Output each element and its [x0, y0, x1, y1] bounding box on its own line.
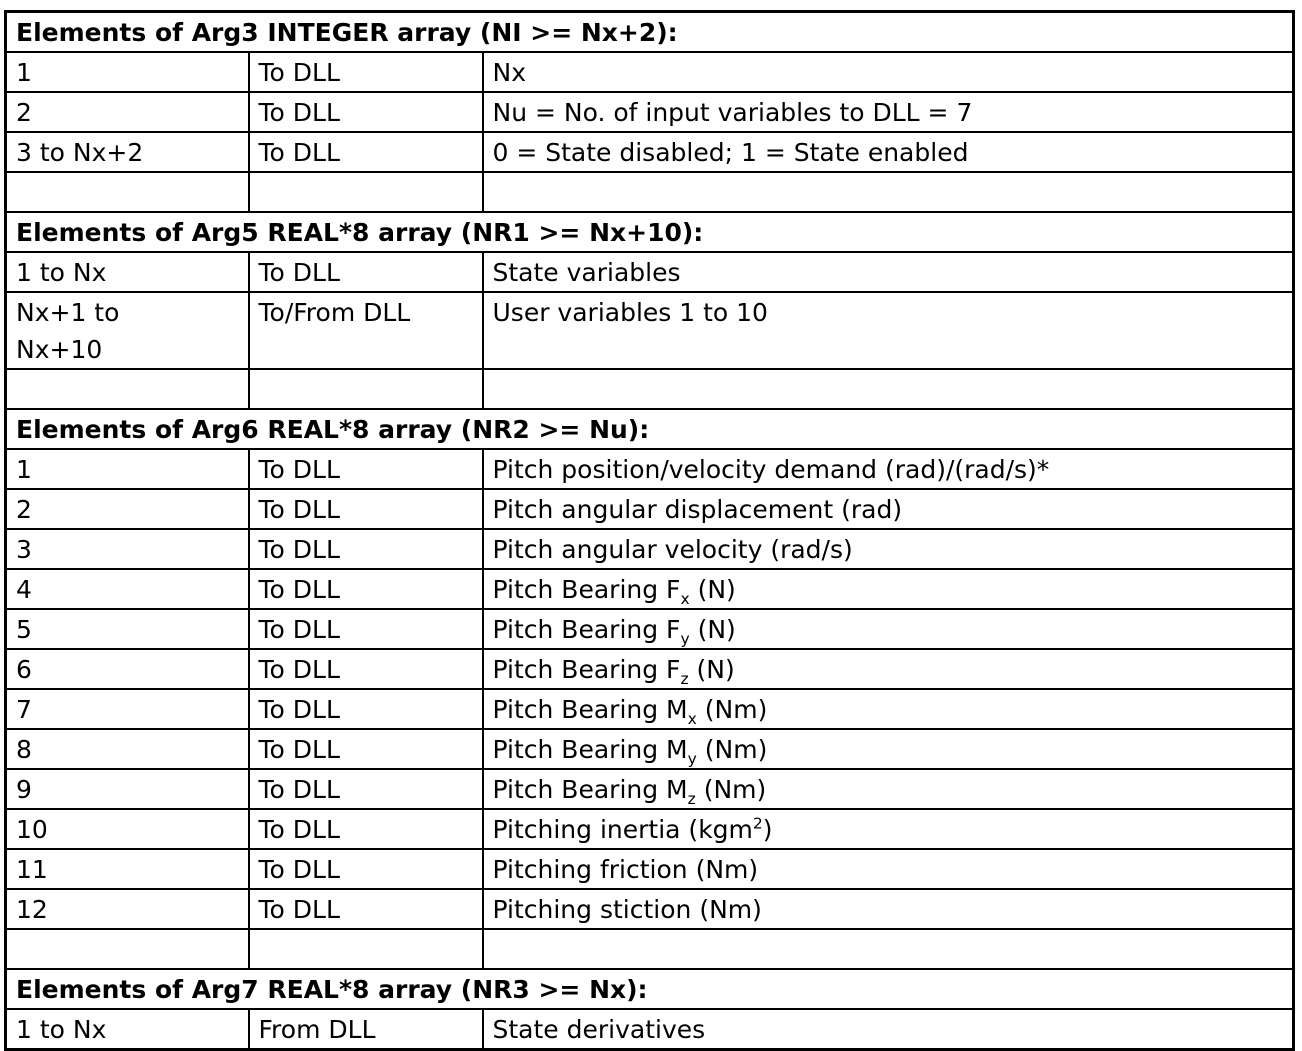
table-row: [6, 849, 1294, 889]
section-header-row-3: [6, 969, 1294, 1009]
section-header-row-0: [6, 12, 1294, 53]
cell-description: 0 = State disabled; 1 = State enabled: [483, 132, 1294, 172]
cell-direction: To DLL: [249, 252, 483, 292]
cell-direction: To DLL: [249, 92, 483, 132]
section-header-row-1: [6, 212, 1294, 252]
table-row: [6, 292, 1294, 369]
cell-direction: To DLL: [249, 649, 483, 689]
cell-description: Nu = No. of input variables to DLL = 7: [483, 92, 1294, 132]
spacer-row: [6, 929, 1294, 969]
cell-description: Pitch Bearing $M_x$ (Nm): [483, 689, 1294, 729]
cell-description: State variables: [483, 252, 1294, 292]
cell-element-index: 4: [6, 569, 249, 609]
cell-element-index: 2: [6, 489, 249, 529]
section-title: Elements of Arg6 REAL*8 array (NR2 >= Nu):: [6, 409, 1294, 449]
spacer-cell: [6, 369, 249, 409]
table-row: [6, 449, 1294, 489]
cell-direction: From DLL: [249, 1009, 483, 1050]
cell-description: State derivatives: [483, 1009, 1294, 1050]
cell-description: Pitch Bearing $F_z$ (N): [483, 649, 1294, 689]
cell-description: User variables 1 to 10: [483, 292, 1294, 369]
cell-description: Pitch Bearing $F_x$ (N): [483, 569, 1294, 609]
cell-description: Nx: [483, 52, 1294, 92]
cell-element-index: 9: [6, 769, 249, 809]
dll-arguments-table: [4, 10, 1295, 1051]
cell-element-index: 1 to Nx: [6, 252, 249, 292]
cell-description: Pitch Bearing $M_z$ (Nm): [483, 769, 1294, 809]
cell-direction: To DLL: [249, 729, 483, 769]
spacer-cell: [249, 172, 483, 212]
cell-element-index: 11: [6, 849, 249, 889]
section-header-row-2: [6, 409, 1294, 449]
cell-direction: To DLL: [249, 449, 483, 489]
cell-element-index: 5: [6, 609, 249, 649]
cell-element-index: 2: [6, 92, 249, 132]
table-row: [6, 809, 1294, 849]
table-row: [6, 689, 1294, 729]
section-title: Elements of Arg3 INTEGER array (NI >= Nx+2):: [6, 12, 1294, 53]
spacer-cell: [249, 369, 483, 409]
table-row: [6, 529, 1294, 569]
spacer-cell: [483, 172, 1294, 212]
table-row: [6, 132, 1294, 172]
cell-direction: To DLL: [249, 132, 483, 172]
cell-direction: To DLL: [249, 769, 483, 809]
table-row: [6, 92, 1294, 132]
cell-element-index: 3 to Nx+2: [6, 132, 249, 172]
cell-description: Pitch angular velocity (rad/s): [483, 529, 1294, 569]
table-row: [6, 729, 1294, 769]
table-row: [6, 252, 1294, 292]
cell-description: Pitching inertia (kgm$^2$): [483, 809, 1294, 849]
table-row: [6, 769, 1294, 809]
spacer-cell: [6, 172, 249, 212]
cell-element-index: Nx+1 to Nx+10: [6, 292, 249, 369]
spacer-cell: [6, 929, 249, 969]
cell-element-index: 10: [6, 809, 249, 849]
cell-element-index: 12: [6, 889, 249, 929]
cell-direction: To DLL: [249, 489, 483, 529]
cell-direction: To/From DLL: [249, 292, 483, 369]
cell-element-index: 6: [6, 649, 249, 689]
cell-direction: To DLL: [249, 529, 483, 569]
table-row: [6, 649, 1294, 689]
cell-direction: To DLL: [249, 52, 483, 92]
spacer-cell: [483, 929, 1294, 969]
cell-direction: To DLL: [249, 889, 483, 929]
cell-direction: To DLL: [249, 849, 483, 889]
cell-direction: To DLL: [249, 689, 483, 729]
spacer-row: [6, 172, 1294, 212]
cell-element-index: 8: [6, 729, 249, 769]
cell-description: Pitch Bearing $F_y$ (N): [483, 609, 1294, 649]
section-title: Elements of Arg5 REAL*8 array (NR1 >= Nx+10):: [6, 212, 1294, 252]
table-row: [6, 889, 1294, 929]
cell-element-index: 3: [6, 529, 249, 569]
cell-description: Pitching stiction (Nm): [483, 889, 1294, 929]
table-row: [6, 52, 1294, 92]
dll-arguments-table-body: [6, 12, 1294, 1050]
cell-description: Pitch angular displacement (rad): [483, 489, 1294, 529]
spacer-row: [6, 369, 1294, 409]
table-row: [6, 609, 1294, 649]
cell-element-index: 1: [6, 52, 249, 92]
spacer-cell: [483, 369, 1294, 409]
table-row: [6, 1009, 1294, 1050]
section-title: Elements of Arg7 REAL*8 array (NR3 >= Nx):: [6, 969, 1294, 1009]
cell-direction: To DLL: [249, 569, 483, 609]
spacer-cell: [249, 929, 483, 969]
cell-description: Pitching friction (Nm): [483, 849, 1294, 889]
cell-description: Pitch Bearing $M_y$ (Nm): [483, 729, 1294, 769]
cell-direction: To DLL: [249, 809, 483, 849]
cell-direction: To DLL: [249, 609, 483, 649]
cell-description: Pitch position/velocity demand (rad)/(rad/s)*: [483, 449, 1294, 489]
table-row: [6, 489, 1294, 529]
cell-element-index: 1: [6, 449, 249, 489]
cell-element-index: 7: [6, 689, 249, 729]
cell-element-index: 1 to Nx: [6, 1009, 249, 1050]
table-row: [6, 569, 1294, 609]
